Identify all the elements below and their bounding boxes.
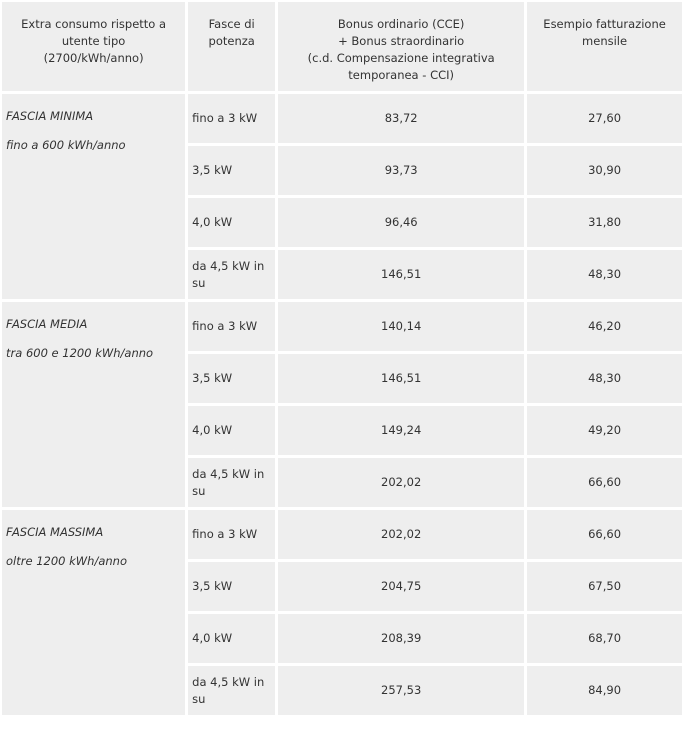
header-row — [2, 2, 682, 91]
band-name: FASCIA MASSIMA — [6, 525, 104, 539]
bonus-cell: 208,39 — [278, 614, 524, 663]
band-range: oltre 1200 kWh/anno — [6, 554, 127, 568]
monthly-cell: 49,20 — [527, 406, 682, 455]
monthly-cell: 48,30 — [527, 250, 682, 299]
monthly-cell: 46,20 — [527, 302, 682, 351]
band-name: FASCIA MINIMA — [6, 109, 94, 123]
monthly-cell: 67,50 — [527, 562, 682, 611]
power-cell: 4,0 kW — [188, 198, 275, 247]
power-cell: 3,5 kW — [188, 146, 275, 195]
table-row — [2, 510, 682, 559]
band-cell-media — [2, 302, 185, 507]
monthly-cell: 31,80 — [527, 198, 682, 247]
power-cell: da 4,5 kW in su — [188, 666, 275, 715]
bonus-cell: 202,02 — [278, 510, 524, 559]
monthly-cell: 68,70 — [527, 614, 682, 663]
bonus-cell: 146,51 — [278, 250, 524, 299]
bonus-cell: 93,73 — [278, 146, 524, 195]
table-row — [2, 94, 682, 143]
header-esempio-fatturazione: Esempio fatturazione mensile — [527, 2, 682, 91]
monthly-cell: 84,90 — [527, 666, 682, 715]
header-bonus-line2: + Bonus straordinario — [338, 34, 465, 48]
bonus-cell: 140,14 — [278, 302, 524, 351]
header-fasce-potenza: Fasce di potenza — [188, 2, 275, 91]
power-cell: da 4,5 kW in su — [188, 250, 275, 299]
header-bonus-line3: (c.d. Compensazione integrativa temporanea - CCI) — [307, 51, 495, 82]
table-row — [2, 302, 682, 351]
bonus-cell: 257,53 — [278, 666, 524, 715]
band-range: tra 600 e 1200 kWh/anno — [6, 346, 154, 360]
band-cell-massima — [2, 510, 185, 715]
bonus-cell: 149,24 — [278, 406, 524, 455]
power-cell: fino a 3 kW — [188, 302, 275, 351]
power-cell: 3,5 kW — [188, 562, 275, 611]
header-bonus — [278, 2, 524, 91]
monthly-cell: 27,60 — [527, 94, 682, 143]
power-cell: 4,0 kW — [188, 406, 275, 455]
monthly-cell: 66,60 — [527, 458, 682, 507]
monthly-cell: 48,30 — [527, 354, 682, 403]
header-extra-consumo: Extra consumo rispetto a utente tipo (2700/kWh/anno) — [2, 2, 185, 91]
band-cell-minima — [2, 94, 185, 299]
bonus-cell: 202,02 — [278, 458, 524, 507]
band-range: fino a 600 kWh/anno — [6, 138, 126, 152]
power-cell: fino a 3 kW — [188, 510, 275, 559]
power-cell: 4,0 kW — [188, 614, 275, 663]
bonus-cell: 83,72 — [278, 94, 524, 143]
bonus-cell: 204,75 — [278, 562, 524, 611]
header-bonus-line1: Bonus ordinario (CCE) — [337, 17, 465, 31]
power-cell: da 4,5 kW in su — [188, 458, 275, 507]
bonus-cell: 146,51 — [278, 354, 524, 403]
power-cell: 3,5 kW — [188, 354, 275, 403]
bonus-cell: 96,46 — [278, 198, 524, 247]
power-cell: fino a 3 kW — [188, 94, 275, 143]
monthly-cell: 30,90 — [527, 146, 682, 195]
band-name: FASCIA MEDIA — [6, 317, 88, 331]
monthly-cell: 66,60 — [527, 510, 682, 559]
